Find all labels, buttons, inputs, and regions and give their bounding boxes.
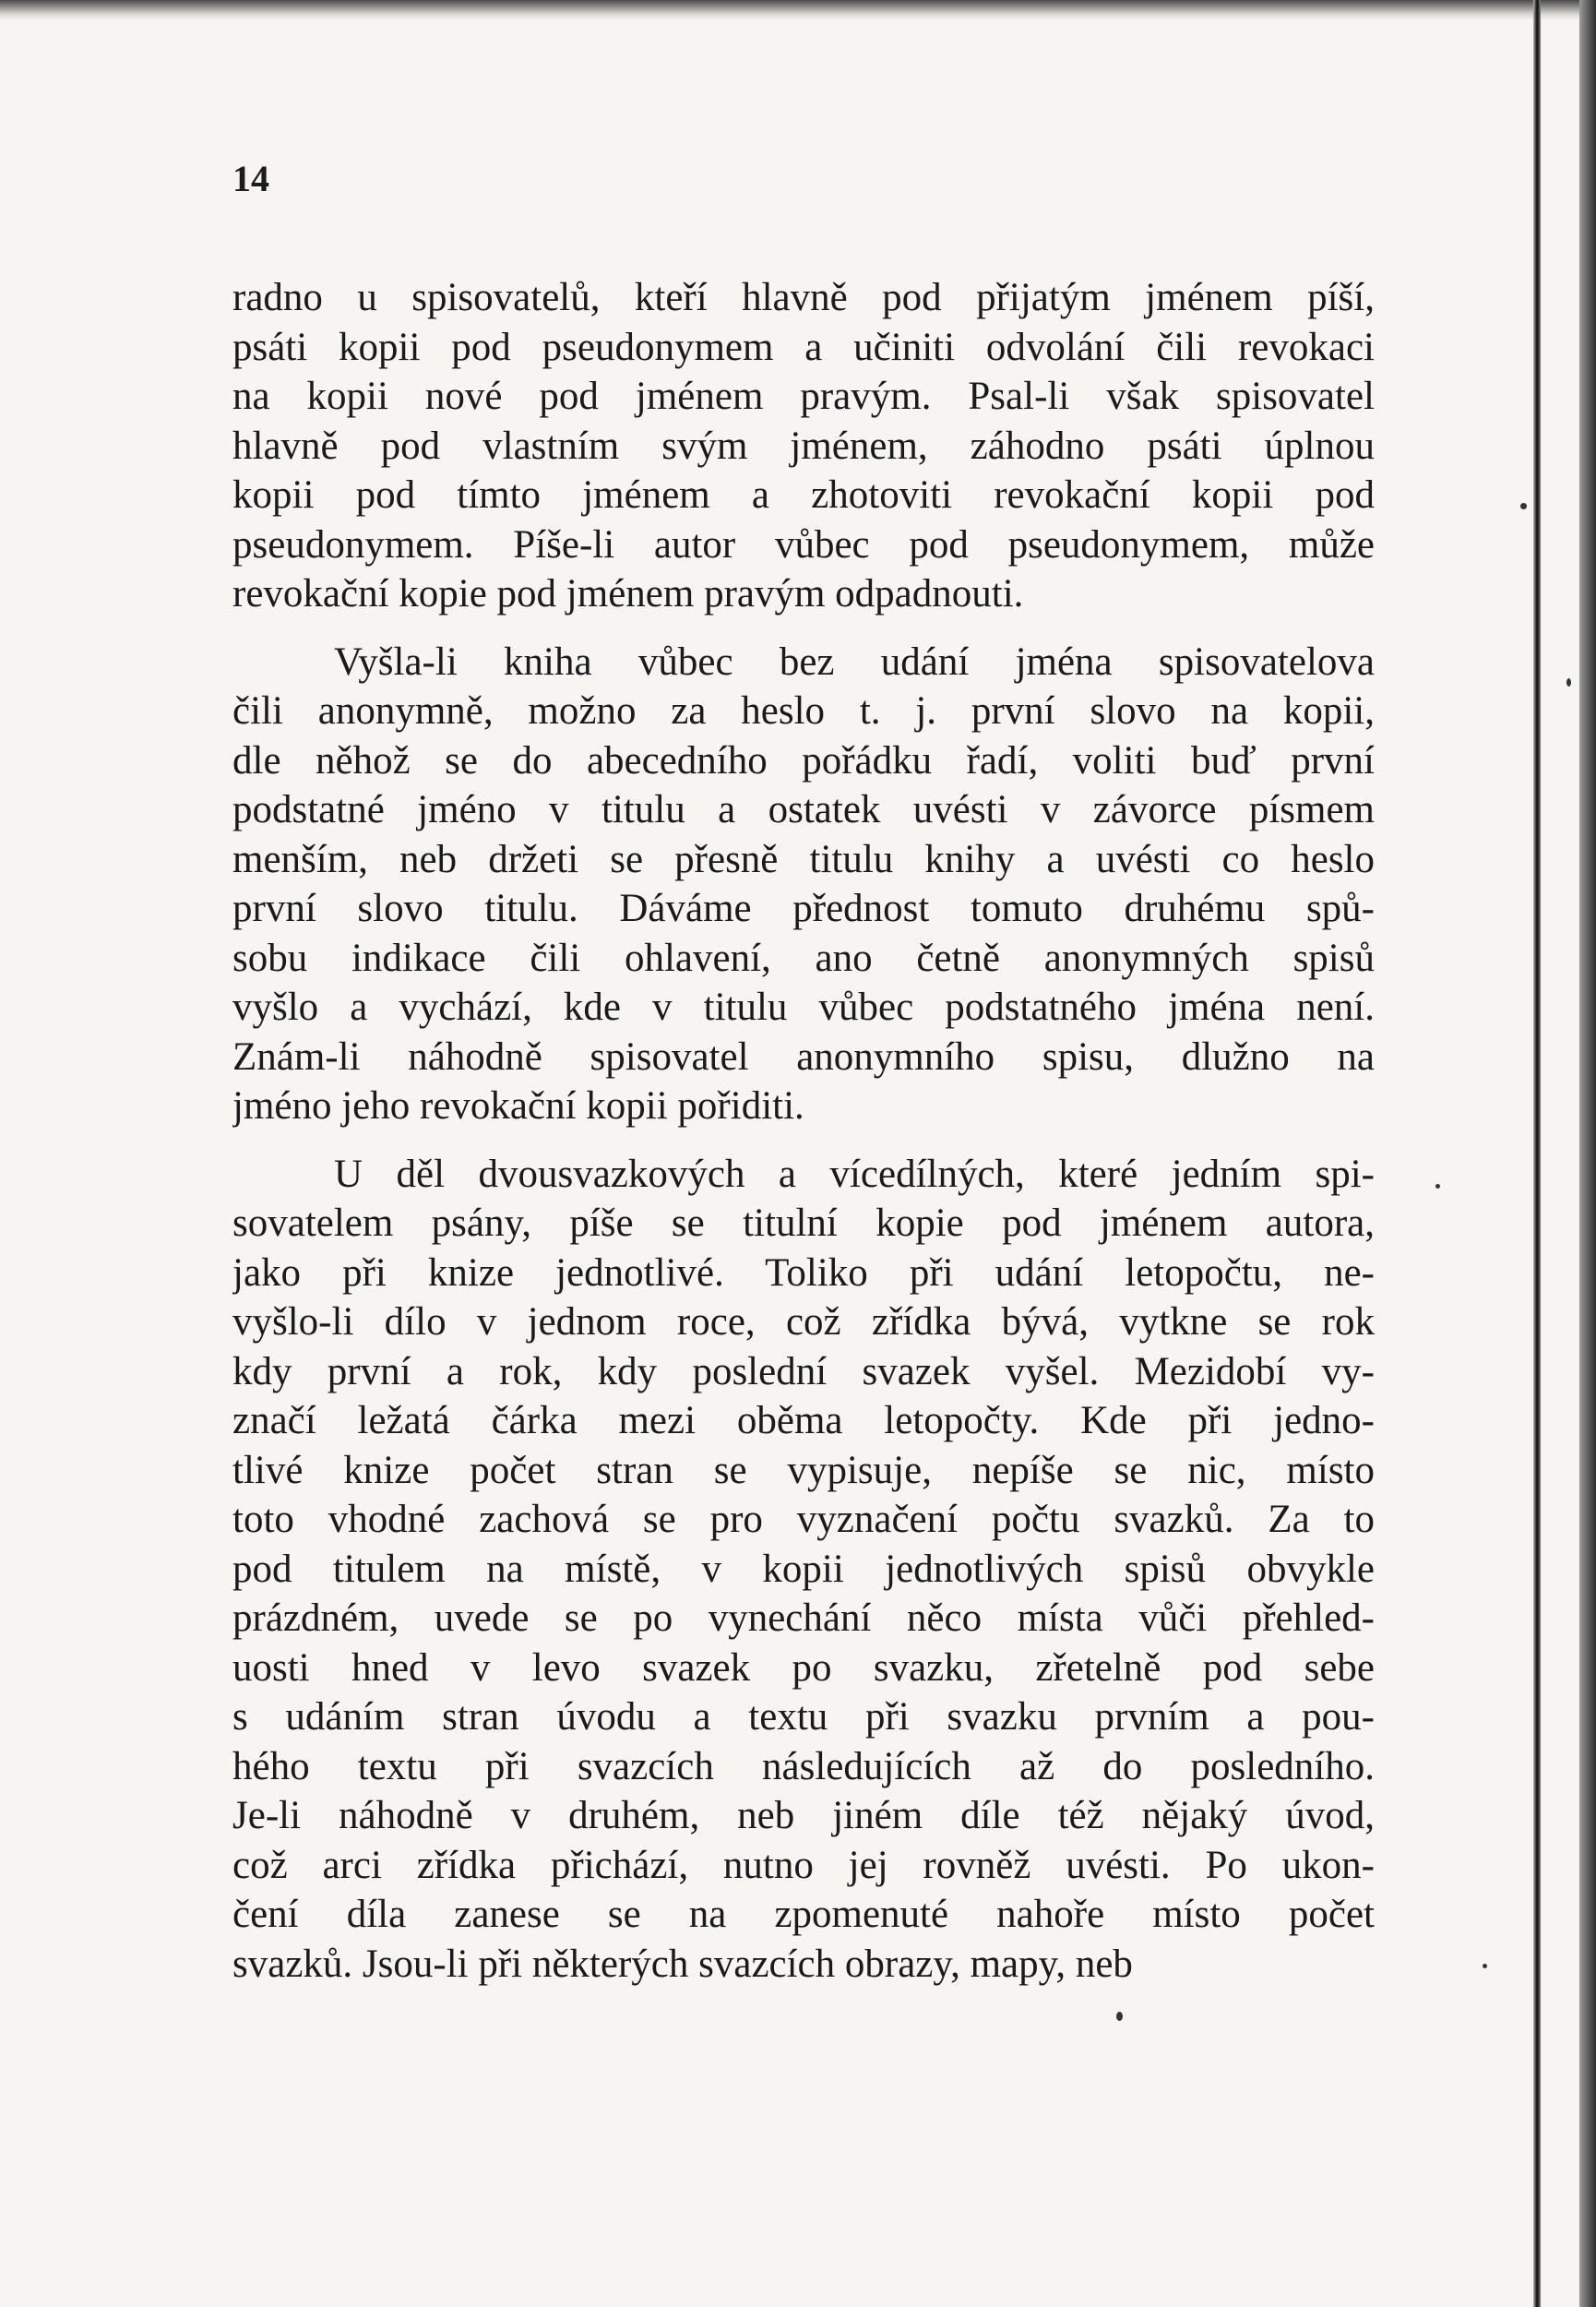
text-line: pod titulem na místě, v kopii jednotlivých spisů obvykle [232,1547,1375,1591]
text-line: čili anonymně, možno za heslo t. j. první slovo na kopii, [232,689,1375,733]
text-line: prázdném, uvede se po vynechání něco místa vůči přehled- [232,1596,1375,1640]
text-line: tlivé knize počet stran se vypisuje, nepíše se nic, místo [232,1448,1375,1492]
binding-line [1533,0,1541,2307]
text-line: toto vhodné zachová se pro vyznačení počtu svazků. Za to [232,1498,1375,1541]
text-line: čení díla zanese se na zpomenuté nahoře místo počet [232,1893,1375,1936]
text-line: kopii pod tímto jménem a zhotoviti revokační kopii pod [232,473,1375,517]
scan-speck [1520,503,1527,509]
page-number: 14 [232,158,269,199]
text-line: uosti hned v levo svazek po svazku, zřetelně pod sebe [232,1645,1375,1690]
text-line: Znám-li náhodně spisovatel anonymního spisu, dlužno na [232,1034,1375,1079]
text-line: psáti kopii pod pseudonymem a učiniti odvolání čili revokaci [232,325,1375,369]
text-line: hého textu při svazcích následujících až do posledního. [232,1744,1375,1788]
text-line: pseudonymem. Píše-li autor vůbec pod pseudonymem, může [232,522,1375,567]
text-line: svazků. Jsou-li při některých svazcích obrazy, mapy, neb [232,1942,1133,1986]
text-line: revokační kopie pod jménem pravým odpadnouti. [232,572,1024,616]
scan-speck [1483,1964,1487,1968]
text-line: Vyšla-li kniha vůbec bez udání jména spisovatelova [334,640,1375,684]
text-line: vyšlo-li dílo v jednom roce, což zřídka bývá, vytkne se rok [232,1300,1375,1344]
text-line: první slovo titulu. Dáváme přednost tomuto druhému spů- [232,887,1375,930]
body-text [232,273,1375,1989]
paragraph [232,638,1375,1131]
text-line: Je-li náhodně v druhém, neb jiném díle též nějaký úvod, [232,1794,1375,1837]
text-line: jako při knize jednotlivé. Toliko při udání letopočtu, ne- [232,1250,1375,1295]
text-line: radno u spisovatelů, kteří hlavně pod přijatým jménem píší, [232,276,1375,319]
text-line: dle něhož se do abecedního pořádku řadí, voliti buď první [232,738,1375,783]
text-line: což arci zřídka přichází, nutno jej rovněž uvésti. Po ukon- [232,1843,1375,1887]
text-line: na kopii nové pod jménem pravým. Psal-li však spisovatel [232,375,1375,418]
text-line: menším, neb držeti se přesně titulu knihy a uvésti co heslo [232,837,1375,881]
scan-speck [1566,678,1571,687]
scan-speck [1435,1184,1440,1189]
text-line: podstatné jméno v titulu a ostatek uvésti v závorce písmem [232,788,1375,831]
text-line: značí ležatá čárka mezi oběma letopočty. Kde při jedno- [232,1399,1375,1442]
scan-shadow-top [0,0,1596,20]
paragraph [232,1150,1375,1990]
text-line: hlavně pod vlastním svým jménem, záhodno psáti úplnou [232,424,1375,468]
text-line: jméno jeho revokační kopii pořiditi. [232,1084,804,1128]
paragraph [232,273,1375,619]
scan-speck [1116,2012,1123,2021]
text-line: U děl dvousvazkových a vícedílných, které jedním spi- [334,1152,1375,1196]
text-line: sovatelem psány, píše se titulní kopie pod jménem autora, [232,1201,1375,1245]
text-line: s udáním stran úvodu a textu při svazku prvním a pou- [232,1695,1375,1739]
binding-edge [1579,0,1596,2307]
text-line: sobu indikace čili ohlavení, ano četně anonymných spisů [232,936,1375,980]
text-line: kdy první a rok, kdy poslední svazek vyšel. Mezidobí vy- [232,1349,1375,1393]
text-line: vyšlo a vychází, kde v titulu vůbec podstatného jména není. [232,986,1375,1029]
